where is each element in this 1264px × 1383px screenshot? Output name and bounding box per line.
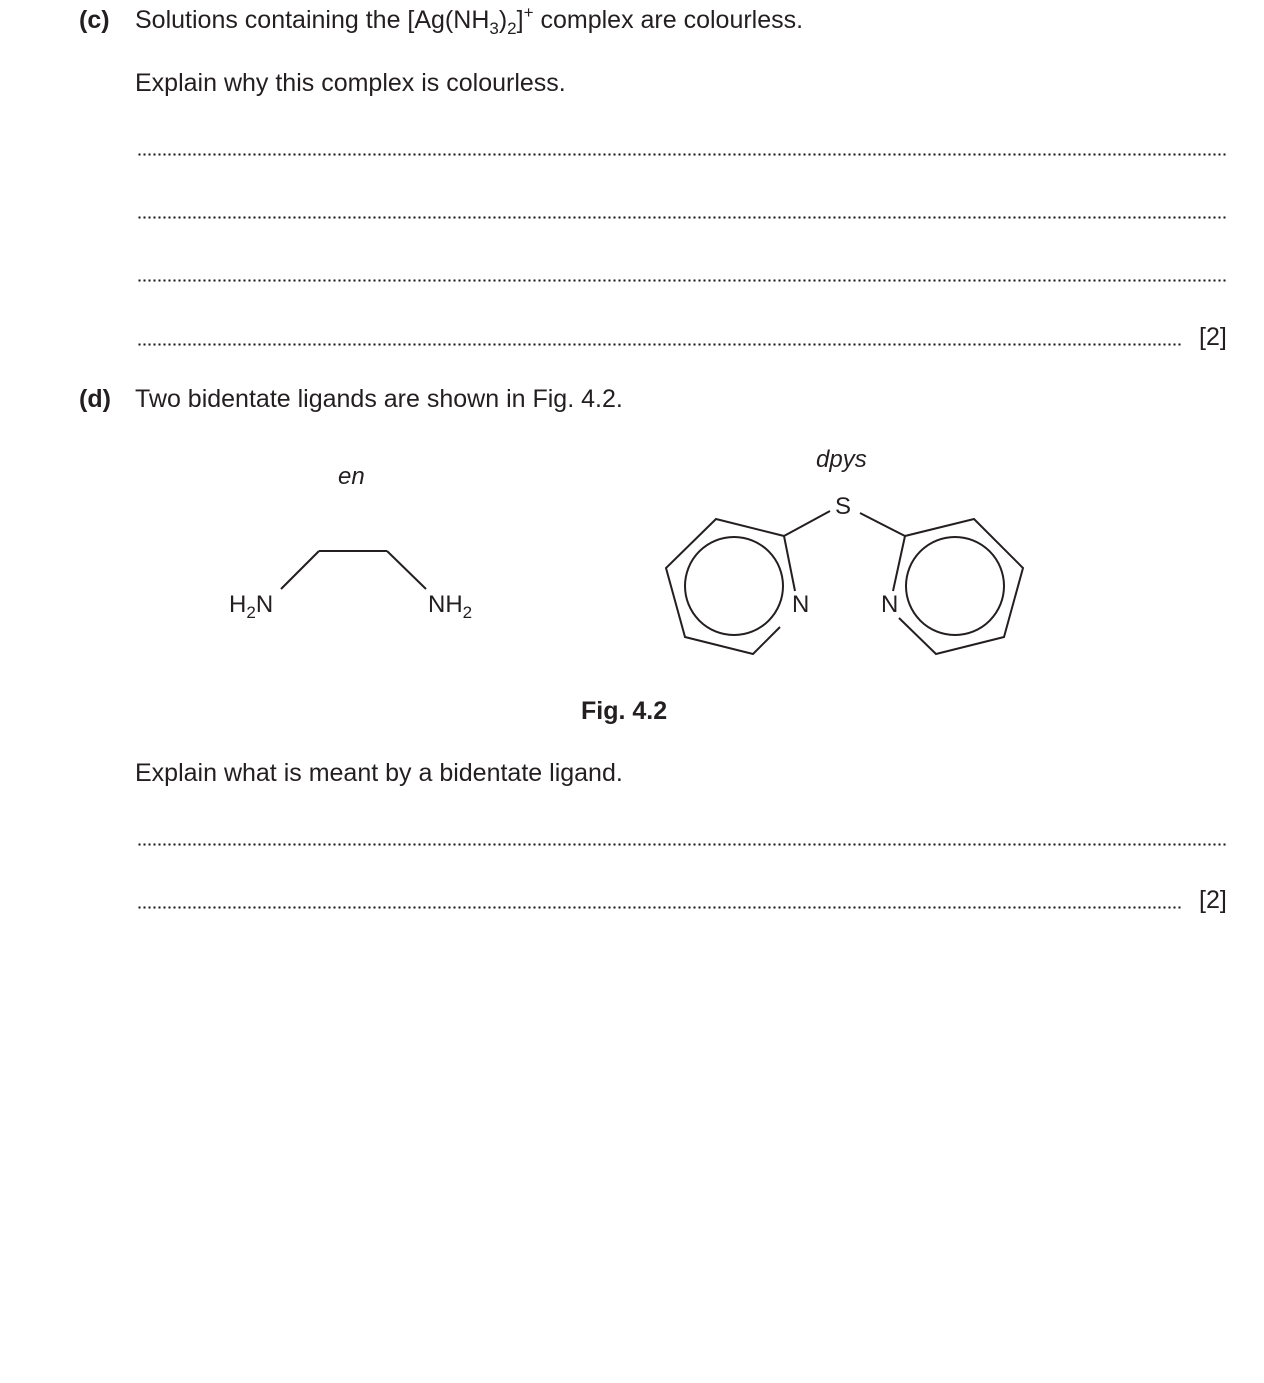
dpys-sulfur: S <box>835 493 852 520</box>
part-d-marks: [2] <box>1199 886 1227 914</box>
en-left-amine <box>229 591 274 622</box>
part-c-marks: [2] <box>1199 323 1227 351</box>
stem-text-2: ) <box>498 6 508 34</box>
dpys-nitrogen-right: N <box>881 591 899 618</box>
part-d-question: Explain what is meant by a bidentate ligand. <box>135 759 623 787</box>
en-name: en <box>338 463 365 490</box>
dpys-skeleton <box>666 511 1023 654</box>
figure-caption: Fig. 4.2 <box>581 697 668 725</box>
subscript-2: 2 <box>462 603 473 622</box>
en-right-amine <box>428 591 473 622</box>
subscript-3: 3 <box>489 19 499 38</box>
stem-text-3: ] <box>516 6 524 34</box>
superscript-plus: + <box>523 3 534 22</box>
part-d-label: (d) <box>79 385 111 413</box>
part-c-question: Explain why this complex is colourless. <box>135 69 566 97</box>
subscript-2: 2 <box>246 603 256 622</box>
part-d-stem: Two bidentate ligands are shown in Fig. 4.2. <box>135 385 623 413</box>
stem-text-4: complex are colourless. <box>533 6 804 34</box>
part-c-label: (c) <box>79 6 110 34</box>
atom-N: N <box>255 591 274 618</box>
en-skeleton <box>281 551 426 589</box>
atom-H: H <box>229 591 247 618</box>
subscript-2: 2 <box>507 19 517 38</box>
answer-line-d1[interactable] <box>137 843 1227 846</box>
answer-line-d2[interactable] <box>137 906 1182 909</box>
dpys-name: dpys <box>816 446 867 473</box>
dpys-nitrogen-left: N <box>792 591 810 618</box>
atom-NH: NH <box>428 591 463 618</box>
stem-text-1: Solutions containing the [Ag(NH <box>135 6 490 34</box>
